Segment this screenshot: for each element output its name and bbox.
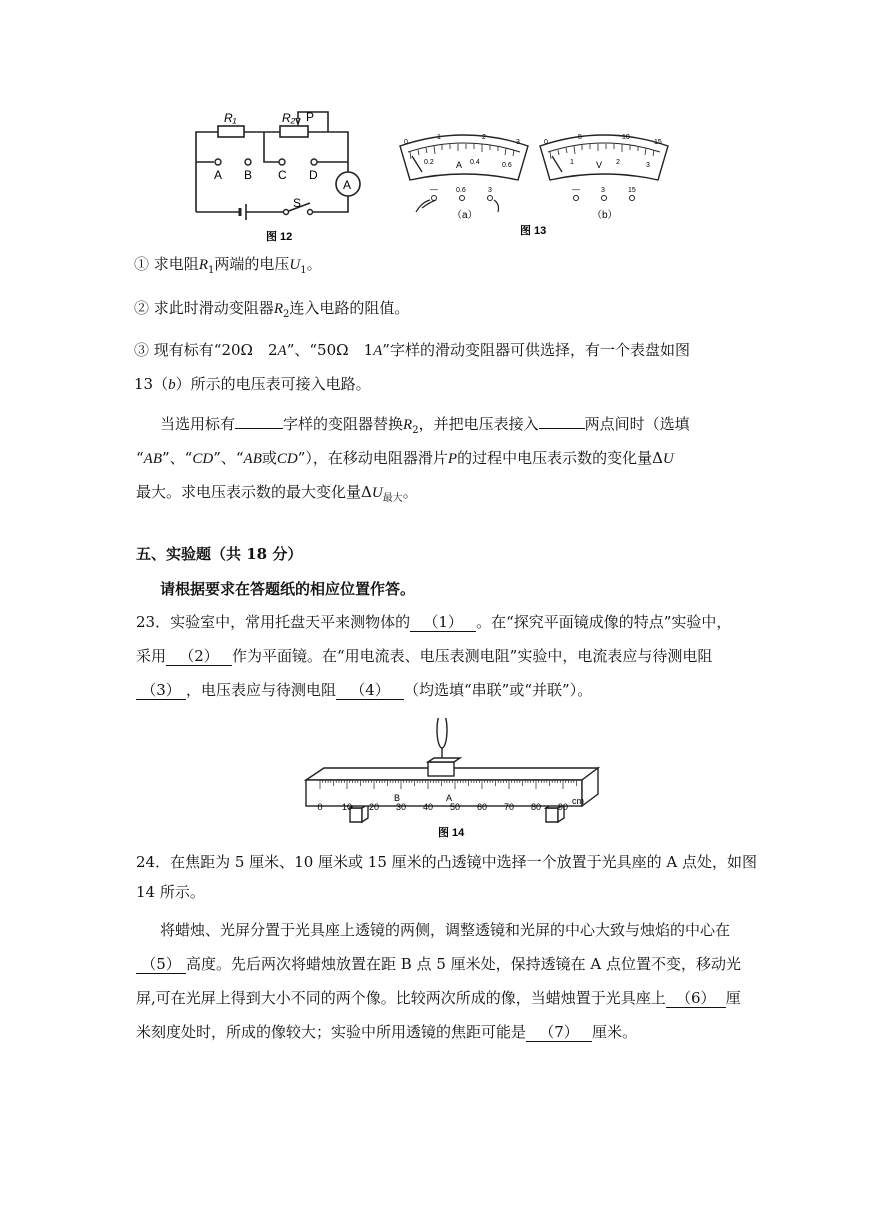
- answer-blank-2[interactable]: （2）: [166, 647, 232, 666]
- svg-text:20: 20: [368, 802, 380, 812]
- label-p: P: [306, 110, 315, 124]
- svg-text:2: 2: [482, 134, 486, 141]
- answer-blank[interactable]: [539, 428, 585, 429]
- svg-text:0.4: 0.4: [470, 159, 480, 166]
- svg-text:1: 1: [437, 134, 441, 141]
- answer-blank-3[interactable]: （3）: [136, 681, 186, 700]
- svg-text:90: 90: [557, 802, 569, 812]
- resistor-r2: [280, 126, 308, 137]
- svg-text:15: 15: [628, 187, 636, 194]
- svg-text:40: 40: [422, 802, 434, 812]
- svg-text:0.2: 0.2: [424, 159, 434, 166]
- svg-text:15: 15: [654, 139, 662, 146]
- q22-part4: 当选用标有 字样的变阻器替换$R_2$，并把电压表接入 两点间时（选填 “AB”、“CD”、“AB或CD”），在移动电阻器滑片P的过程中电压表示数的变化量ΔU 最大。求电压表示数的最大变化量$\Delta U_{最大}$。: [136, 415, 690, 504]
- svg-text:70: 70: [503, 802, 515, 812]
- answer-blank-6[interactable]: （6）: [666, 989, 726, 1008]
- svg-text:50: 50: [449, 802, 461, 812]
- answer-blank-5[interactable]: （5）: [136, 955, 186, 974]
- section-title: 五、实验题（共 18 分）: [136, 545, 303, 563]
- label-c: C: [278, 168, 287, 182]
- answer-blank-4[interactable]: （4）: [336, 681, 404, 700]
- svg-text:0.6: 0.6: [456, 187, 466, 194]
- circuit-diagram-fig12: [188, 104, 366, 244]
- label-r2: R₂: [282, 111, 296, 125]
- svg-text:60: 60: [476, 802, 488, 812]
- fig13-a-label: （a）: [452, 210, 478, 221]
- optical-bench-fig14: [300, 718, 600, 842]
- svg-text:—: —: [430, 185, 438, 194]
- point-a: A: [446, 793, 453, 803]
- ammeter-label: A: [343, 178, 352, 192]
- voltmeter-dial-b: [540, 135, 668, 180]
- svg-text:0: 0: [404, 139, 408, 146]
- fig14-caption: 图 14: [438, 827, 465, 839]
- resistor-r1: [218, 126, 244, 137]
- label-a: A: [214, 168, 223, 182]
- answer-blank-7[interactable]: （7）: [526, 1023, 592, 1042]
- answer-blank-1[interactable]: （1）: [410, 613, 476, 632]
- convex-lens: [437, 718, 447, 748]
- svg-text:3: 3: [516, 139, 520, 146]
- ammeter-unit: A: [456, 160, 463, 170]
- svg-text:3: 3: [646, 162, 650, 169]
- question-23: 23．实验室中，常用托盘天平来测物体的 （1） 。在“探究平面镜成像的特点”实验中， 采用 （2） 作为平面镜。在“用电流表、电压表测电阻”实验中，电流表应与待测电阻 （3） ，电压表应与待测电阻 （4） （均选填“串联”或“并联”）。: [136, 613, 732, 699]
- fig12-caption: 图 12: [266, 231, 293, 243]
- meter-dials-fig13: [394, 128, 686, 240]
- fig13-caption: 图 13: [520, 225, 547, 237]
- voltmeter-unit: V: [596, 160, 603, 170]
- svg-text:3: 3: [488, 187, 492, 194]
- svg-text:2: 2: [616, 159, 620, 166]
- svg-text:—: —: [572, 185, 580, 194]
- section-instruction: 请根据要求在答题纸的相应位置作答。: [160, 580, 416, 598]
- answer-blank[interactable]: [235, 428, 283, 429]
- svg-text:1: 1: [570, 159, 574, 166]
- svg-text:10: 10: [341, 802, 353, 812]
- fig13-b-label: （b）: [592, 210, 618, 221]
- svg-text:0: 0: [544, 139, 548, 146]
- svg-text:30: 30: [395, 802, 407, 812]
- svg-text:0.6: 0.6: [502, 162, 512, 169]
- label-d: D: [309, 168, 318, 182]
- unit-cm: cm: [572, 796, 584, 806]
- label-r1: R₁: [224, 111, 237, 125]
- svg-text:3: 3: [601, 187, 605, 194]
- svg-text:80: 80: [530, 802, 542, 812]
- label-s: S: [293, 196, 302, 210]
- q22-part3: ③ 现有标有“20Ω 2A”、“50Ω 1A”字样的滑动变阻器可供选择，有一个表盘如图 13（b）所示的电压表可接入电路。: [134, 341, 690, 393]
- svg-text:0: 0: [317, 802, 323, 812]
- svg-text:5: 5: [578, 134, 582, 141]
- ammeter-dial-a: [400, 135, 528, 180]
- question-24: 24．在焦距为 5 厘米、10 厘米或 15 厘米的凸透镜中选择一个放置于光具座的 A 点处，如图 14 所示。 将蜡烛、光屏分置于光具座上透镜的两侧，调整透镜和光屏的中心大致与烛焰的中心在 （5） 高度。先后两次将蜡烛放置在距 B 点 5 厘米处，保持透镜在 A 点位置不变，移动光 屏,可在光屏上得到大小不同的两个像。比较两次所成的像，当蜡烛置于光具座上 （6） 厘 米刻度处时，所成的像较大；实验中所用透镜的焦距可能是 （7） 厘米。: [136, 853, 758, 1041]
- svg-text:10: 10: [622, 134, 630, 141]
- point-b: B: [394, 793, 401, 803]
- label-b: B: [244, 168, 253, 182]
